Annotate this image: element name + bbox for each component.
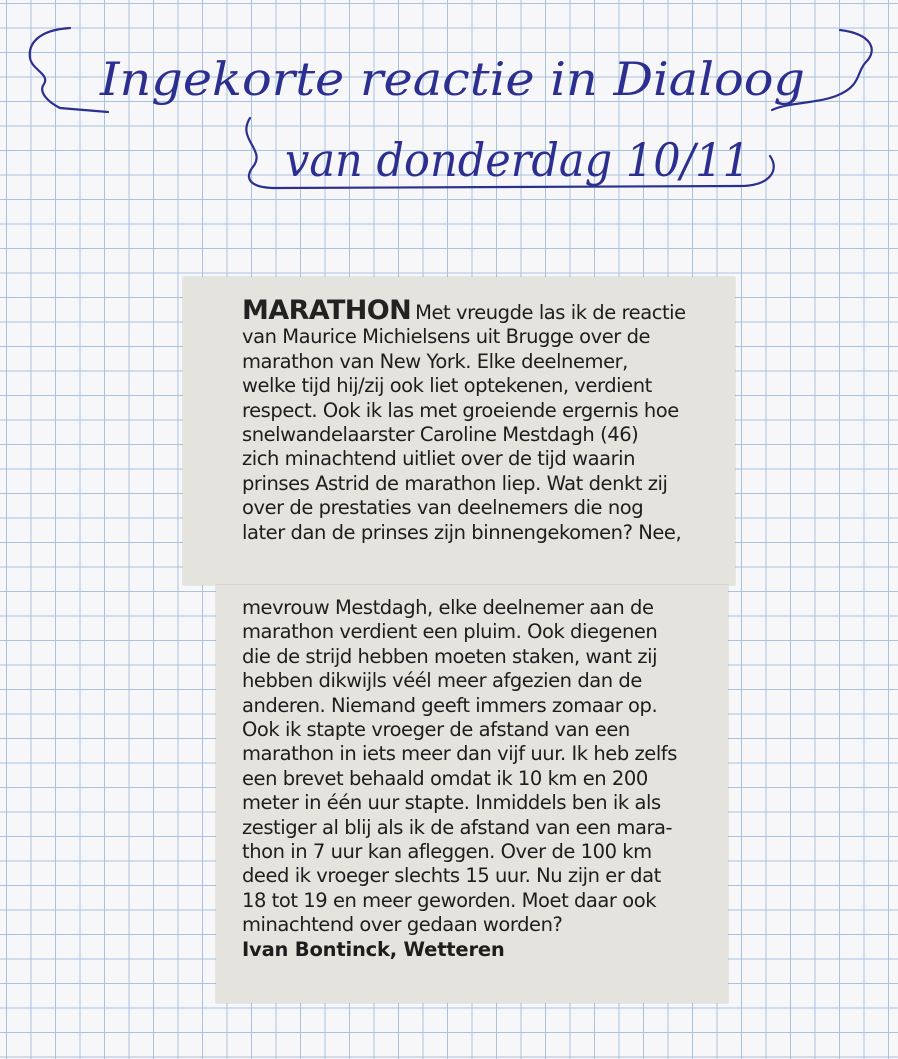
article-line: later dan de prinses zijn binnengekomen? Nee, (242, 520, 682, 544)
article-text-bottom (242, 596, 677, 962)
article-line: welke tijd hij/zij ook liet optekenen, verdient (242, 374, 652, 398)
article-text-top (242, 295, 686, 545)
article-line: marathon in iets meer dan vijf uur. Ik heb zelfs (242, 742, 677, 766)
article-line: anderen. Niemand geeft immers zomaar op. (242, 693, 658, 717)
article-line: Ook ik stapte vroeger de afstand van een (242, 718, 630, 742)
article-line: thon in 7 uur kan afleggen. Over de 100 km (242, 840, 652, 864)
article-line: hebben dikwijls véél meer afgezien dan de (242, 669, 642, 693)
brace-left-stroke (30, 28, 108, 112)
article-signature: Ivan Bontinck, Wetteren (242, 937, 505, 961)
handwritten-line-1: Ingekorte reactie in Dialoog (98, 52, 805, 106)
article-line: respect. Ook ik las met groeiende ergernis hoe (242, 398, 679, 422)
article-line: zestiger al blij als ik de afstand van een mara- (242, 815, 673, 839)
article-line: zich minachtend uitliet over de tijd waarin (242, 447, 636, 471)
handwritten-line-2: van donderdag 10/11 (285, 133, 750, 187)
article-line: snelwandelaarster Caroline Mestdagh (46) (242, 423, 639, 447)
article-line: die de strijd hebben moeten staken, want zij (242, 644, 658, 668)
handwritten-note (0, 0, 898, 220)
article-line: prinses Astrid de marathon liep. Wat denkt zij (242, 471, 668, 495)
article-line: marathon van New York. Elke deelnemer, (242, 349, 628, 373)
article-headline: MARATHON (242, 295, 412, 326)
article-line: mevrouw Mestdagh, elke deelnemer aan de (242, 596, 654, 619)
article-line: minachtend over gedaan worden? (242, 913, 563, 937)
article-line: over de prestaties van deelnemers die nog (242, 496, 644, 520)
article-line: marathon verdient een pluim. Ook diegenen (242, 620, 658, 644)
article-line: deed ik vroeger slechts 15 uur. Nu zijn er dat (242, 864, 661, 888)
article-line: van Maurice Michielsens uit Brugge over de (242, 325, 651, 349)
article-line: een brevet behaald omdat ik 10 km en 200 (242, 766, 648, 790)
article-line: meter in één uur stapte. Inmiddels ben ik als (242, 791, 661, 815)
article-line: MARATHON Met vreugde las ik de reactie (242, 295, 686, 326)
article-line: 18 tot 19 en meer geworden. Moet daar ook (242, 888, 657, 912)
